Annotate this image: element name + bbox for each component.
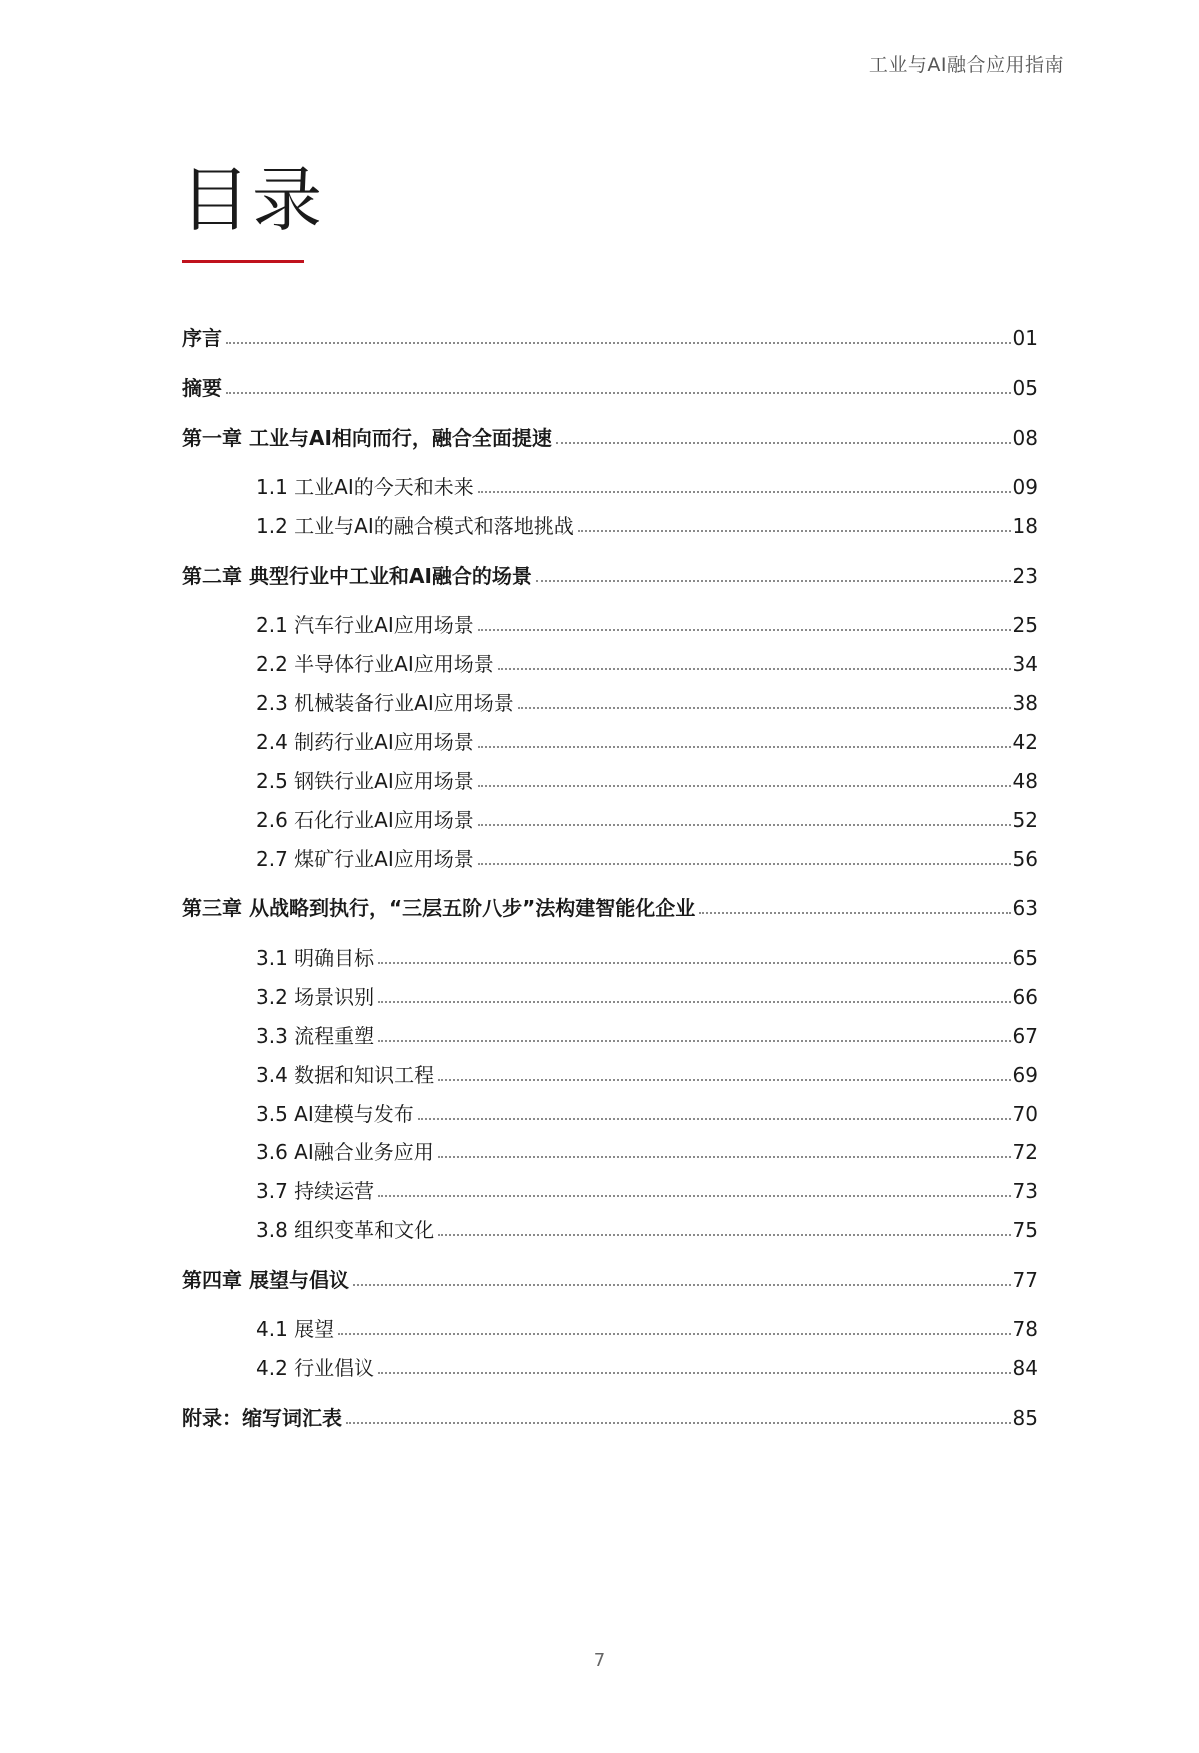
toc-entry-label: 序言 bbox=[182, 326, 222, 350]
toc-dot-leader bbox=[556, 442, 1011, 444]
toc-dot-leader bbox=[418, 1118, 1011, 1120]
title-underline bbox=[182, 260, 304, 263]
toc-dot-leader bbox=[378, 1372, 1010, 1374]
toc-dot-leader bbox=[518, 707, 1011, 709]
toc-chapter-entry[interactable] bbox=[182, 323, 1038, 353]
toc-dot-leader bbox=[536, 580, 1011, 582]
toc-entry-page: 65 bbox=[1012, 946, 1038, 970]
toc-dot-leader bbox=[478, 629, 1011, 631]
toc-entry-label: 附录：缩写词汇表 bbox=[182, 1406, 342, 1430]
toc-dot-leader bbox=[478, 824, 1011, 826]
toc-dot-leader bbox=[438, 1234, 1010, 1236]
toc-entry-label: 2.6 石化行业AI应用场景 bbox=[256, 808, 474, 832]
toc-section-entry[interactable] bbox=[256, 727, 1038, 757]
toc-entry-page: 09 bbox=[1012, 475, 1038, 499]
toc-dot-leader bbox=[578, 530, 1011, 532]
toc-dot-leader bbox=[478, 491, 1011, 493]
toc-entry-page: 42 bbox=[1012, 730, 1038, 754]
toc-entry-page: 84 bbox=[1012, 1356, 1038, 1380]
toc-entry-label: 第一章 工业与AI相向而行，融合全面提速 bbox=[182, 426, 552, 450]
toc-entry-label: 3.2 场景识别 bbox=[256, 985, 375, 1009]
toc-dot-leader bbox=[478, 863, 1011, 865]
toc-entry-label: 1.2 工业与AI的融合模式和落地挑战 bbox=[256, 514, 574, 538]
toc-entry-label: 2.4 制药行业AI应用场景 bbox=[256, 730, 474, 754]
toc-entry-label: 3.6 AI融合业务应用 bbox=[256, 1140, 434, 1164]
toc-section-entry[interactable] bbox=[256, 943, 1038, 973]
toc-entry-page: 52 bbox=[1012, 808, 1038, 832]
toc-entry-label: 2.1 汽车行业AI应用场景 bbox=[256, 613, 474, 637]
toc-section-entry[interactable] bbox=[256, 805, 1038, 835]
toc-entry-label: 3.4 数据和知识工程 bbox=[256, 1063, 435, 1087]
toc-section-entry[interactable] bbox=[256, 982, 1038, 1012]
toc-chapter-entry[interactable] bbox=[182, 1403, 1038, 1433]
toc-entry-label: 4.1 展望 bbox=[256, 1317, 335, 1341]
toc-entry-page: 72 bbox=[1012, 1140, 1038, 1164]
toc-dot-leader bbox=[438, 1079, 1010, 1081]
toc-dot-leader bbox=[498, 668, 1011, 670]
toc-entry-label: 第三章 从战略到执行，“三层五阶八步”法构建智能化企业 bbox=[182, 896, 696, 920]
toc-section-entry[interactable] bbox=[256, 844, 1038, 874]
toc-section-entry[interactable] bbox=[256, 1215, 1038, 1245]
toc-section-entry[interactable] bbox=[256, 1314, 1038, 1344]
toc-entry-page: 48 bbox=[1012, 769, 1038, 793]
toc-chapter-entry[interactable] bbox=[182, 893, 1038, 923]
toc-dot-leader bbox=[478, 785, 1011, 787]
toc-dot-leader bbox=[378, 1040, 1010, 1042]
toc-chapter-entry[interactable] bbox=[182, 373, 1038, 403]
toc-entry-label: 4.2 行业倡议 bbox=[256, 1356, 375, 1380]
toc-dot-leader bbox=[699, 912, 1010, 914]
toc-entry-page: 23 bbox=[1012, 564, 1038, 588]
toc-chapter-entry[interactable] bbox=[182, 1265, 1038, 1295]
running-header: 工业与AI融合应用指南 bbox=[868, 54, 1064, 76]
toc-entry-page: 67 bbox=[1012, 1024, 1038, 1048]
toc-dot-leader bbox=[226, 392, 1011, 394]
toc-entry-page: 66 bbox=[1012, 985, 1038, 1009]
toc-entry-page: 75 bbox=[1012, 1218, 1038, 1242]
toc-entry-page: 73 bbox=[1012, 1179, 1038, 1203]
toc-section-entry[interactable] bbox=[256, 1176, 1038, 1206]
toc-entry-label: 3.8 组织变革和文化 bbox=[256, 1218, 435, 1242]
toc-entry-page: 38 bbox=[1012, 691, 1038, 715]
toc-entry-page: 69 bbox=[1012, 1063, 1038, 1087]
toc-entry-page: 63 bbox=[1012, 896, 1038, 920]
toc-dot-leader bbox=[378, 1195, 1010, 1197]
toc-dot-leader bbox=[378, 962, 1010, 964]
toc-entry-page: 34 bbox=[1012, 652, 1038, 676]
toc-dot-leader bbox=[478, 746, 1011, 748]
toc-dot-leader bbox=[346, 1422, 1011, 1424]
toc-entry-label: 第四章 展望与倡议 bbox=[182, 1268, 349, 1292]
toc-entry-label: 3.5 AI建模与发布 bbox=[256, 1102, 414, 1126]
toc-entry-label: 2.3 机械装备行业AI应用场景 bbox=[256, 691, 514, 715]
toc-section-entry[interactable] bbox=[256, 688, 1038, 718]
toc-entry-label: 1.1 工业AI的今天和未来 bbox=[256, 475, 474, 499]
toc-section-entry[interactable] bbox=[256, 649, 1038, 679]
toc-entry-label: 第二章 典型行业中工业和AI融合的场景 bbox=[182, 564, 532, 588]
toc-section-entry[interactable] bbox=[256, 766, 1038, 796]
page-number: 7 bbox=[593, 1650, 606, 1671]
toc-entry-page: 70 bbox=[1012, 1102, 1038, 1126]
toc-entry-label: 摘要 bbox=[182, 376, 222, 400]
toc-dot-leader bbox=[438, 1156, 1011, 1158]
toc-entry-page: 77 bbox=[1012, 1268, 1038, 1292]
page-title: 目录 bbox=[180, 159, 324, 241]
toc-section-entry[interactable] bbox=[256, 1099, 1038, 1129]
toc-entry-page: 01 bbox=[1012, 326, 1038, 350]
toc-entry-page: 56 bbox=[1012, 847, 1038, 871]
toc-entry-label: 3.7 持续运营 bbox=[256, 1179, 375, 1203]
toc-entry-label: 3.1 明确目标 bbox=[256, 946, 375, 970]
toc-dot-leader bbox=[226, 342, 1011, 344]
toc-entry-label: 2.7 煤矿行业AI应用场景 bbox=[256, 847, 474, 871]
toc-entry-page: 78 bbox=[1012, 1317, 1038, 1341]
toc-entry-page: 08 bbox=[1012, 426, 1038, 450]
toc-entry-label: 3.3 流程重塑 bbox=[256, 1024, 375, 1048]
toc-entry-page: 18 bbox=[1012, 514, 1038, 538]
toc-section-entry[interactable] bbox=[256, 1137, 1038, 1167]
toc-entry-page: 85 bbox=[1012, 1406, 1038, 1430]
toc-dot-leader bbox=[353, 1284, 1011, 1286]
toc-section-entry[interactable] bbox=[256, 472, 1038, 502]
toc-entry-label: 2.2 半导体行业AI应用场景 bbox=[256, 652, 494, 676]
toc-chapter-entry[interactable] bbox=[182, 423, 1038, 453]
toc-dot-leader bbox=[378, 1001, 1010, 1003]
toc-section-entry[interactable] bbox=[256, 1060, 1038, 1090]
toc-chapter-entry[interactable] bbox=[182, 561, 1038, 591]
toc-dot-leader bbox=[338, 1333, 1010, 1335]
toc-section-entry[interactable] bbox=[256, 1353, 1038, 1383]
toc-section-entry[interactable] bbox=[256, 610, 1038, 640]
toc-section-entry[interactable] bbox=[256, 511, 1038, 541]
toc-entry-page: 05 bbox=[1012, 376, 1038, 400]
toc-entry-page: 25 bbox=[1012, 613, 1038, 637]
toc-entry-label: 2.5 钢铁行业AI应用场景 bbox=[256, 769, 474, 793]
toc-section-entry[interactable] bbox=[256, 1021, 1038, 1051]
